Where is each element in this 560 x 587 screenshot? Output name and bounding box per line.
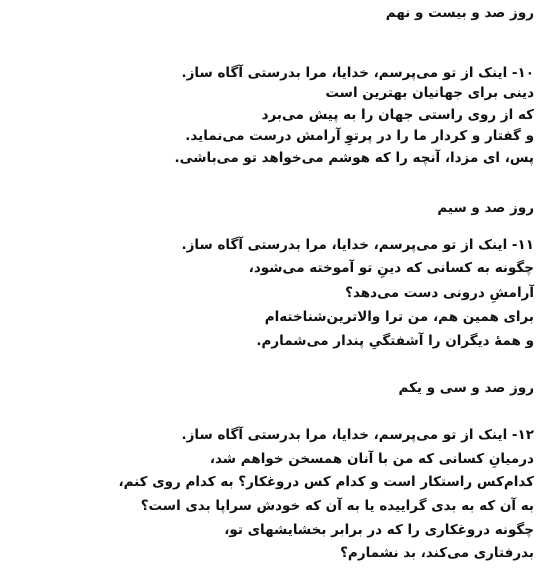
verse-line: چگونه به کسانی که دینِ تو آموخته می‌شود،	[248, 260, 534, 276]
verse-line: درمیانِ کسانی که من با آنان همسخن خواهم شد،	[209, 451, 534, 467]
verse-line: که از روی راستی جهان را به پیش می‌برد	[261, 107, 534, 123]
verse-line: ۱۱- اینک از تو می‌پرسم، خدایا، مرا بدرستی آگاه ساز.	[181, 237, 534, 253]
verse-line: و همهٔ دیگران را آشفتگیِ پندار می‌شمارم.	[256, 333, 534, 349]
verse-line: دینی برای جهانیان بهترین است	[325, 85, 534, 101]
verse-line: به آن که به بدی گراییده یا به آن که خودش سراپا بدی است؟	[140, 498, 534, 514]
verse-line: ۱۲- اینک از تو می‌پرسم، خدایا، مرا بدرستی آگاه ساز.	[181, 427, 534, 443]
day-title: روز صد و سی و یکم	[398, 380, 534, 396]
verse-line: چگونه دروغکاری را که در برابر بخشایشهای تو،	[224, 522, 534, 538]
verse-line: آرامشِ درونی دست می‌دهد؟	[345, 285, 534, 301]
verse-line: برای همین هم، من ترا والاترین‌شناخته‌ام	[264, 309, 534, 325]
day-title: روز صد و سیم	[437, 200, 534, 216]
verse-line: کدام‌کس راستکار است و کدام کس دروغکار؟ به کدام روی کنم،	[118, 474, 534, 490]
day-title: روز صد و بیست و نهم	[385, 5, 534, 21]
verse-line: ۱۰- اینک از تو می‌پرسم، خدایا، مرا بدرستی آگاه ساز.	[181, 65, 534, 81]
verse-line: و گفتار و کردار ما را در پرتوِ آرامش درست می‌نماید.	[185, 128, 534, 144]
verse-line: پس، ای مزدا، آنچه را که هوشم می‌خواهد تو می‌باشی.	[174, 150, 534, 166]
verse-line: بدرفتاری می‌کند، بد نشمارم؟	[340, 545, 534, 561]
